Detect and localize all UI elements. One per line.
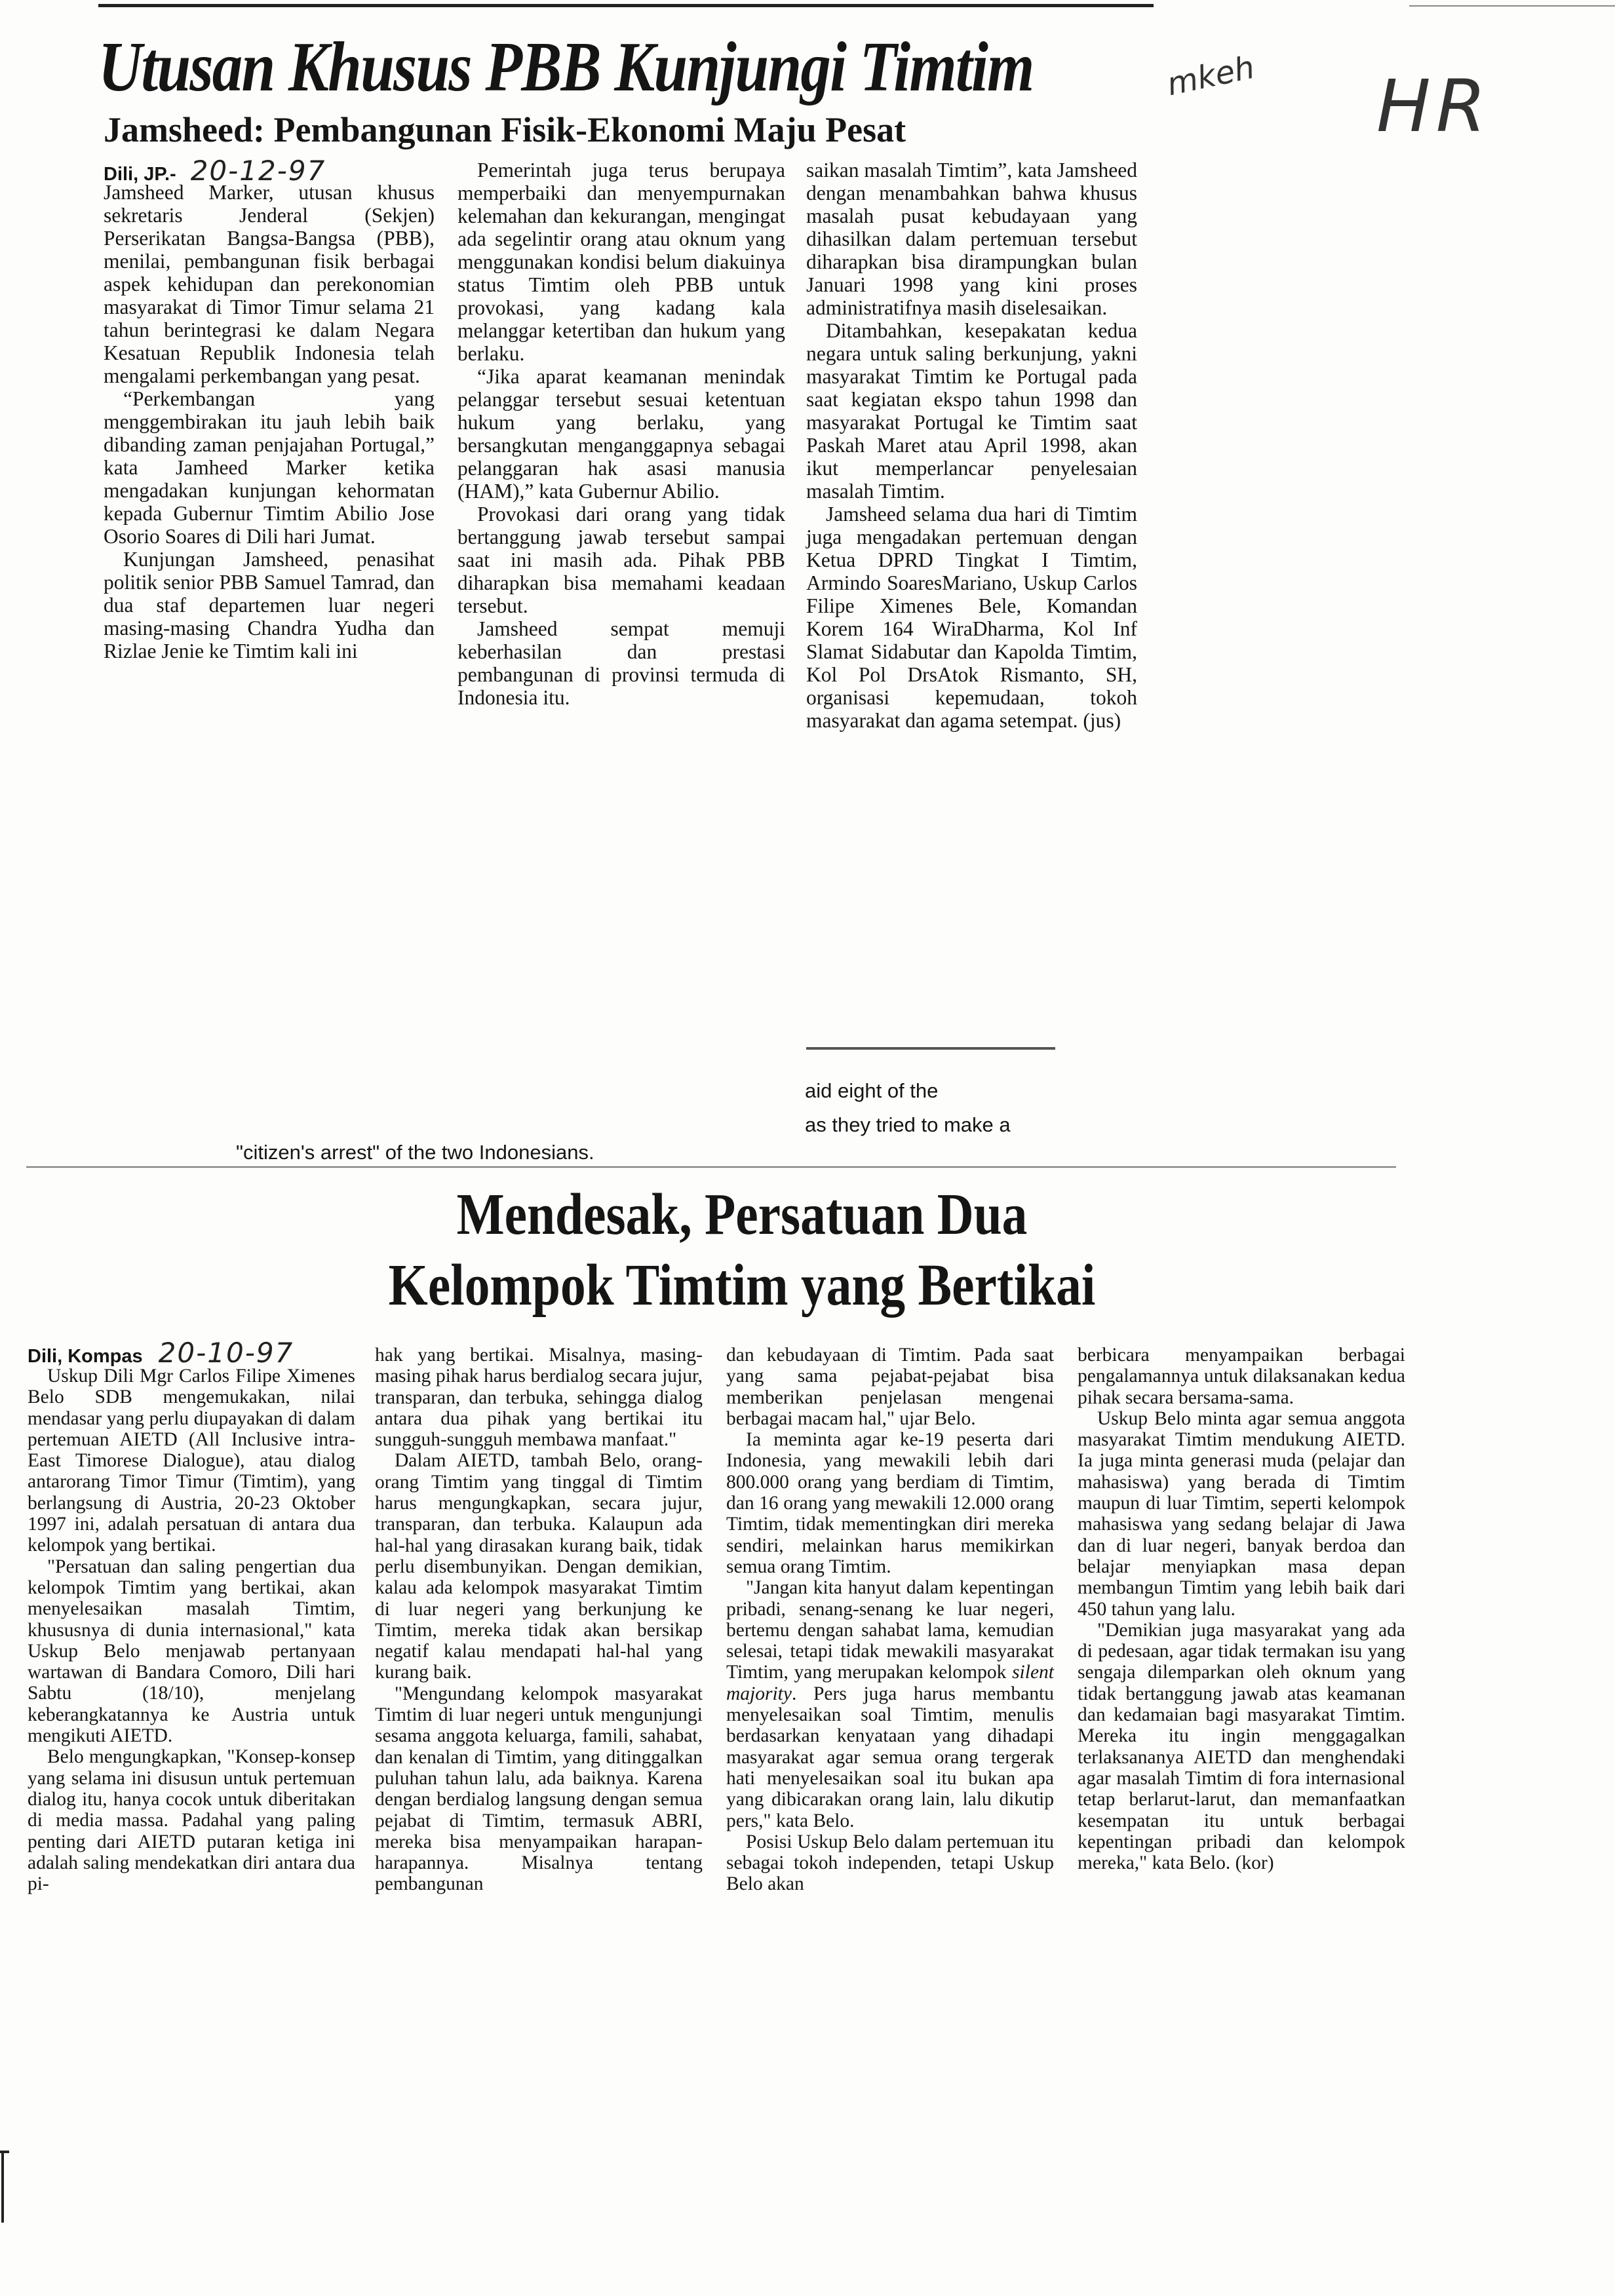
margin-scribble: mkeh [1163, 48, 1258, 104]
article2-column-4 [1078, 1345, 1405, 1873]
article2-column-1 [28, 1366, 355, 1894]
paragraph: "Mengundang kelompok masyarakat Timtim di luar negeri untuk mengunjungi sesama anggota keluarga, famili, sahabat, dan kenalan di Timtim, yang ditinggalkan puluhan tahun lalu, ada baiknya. Karena dengan berdialog langsung dengan semua pejabat di Timtim, termasuk ABRI, mereka bisa menyampaikan harapan-harapannya. Misalnya tentang pembangunan [375, 1683, 703, 1895]
paragraph: "Demikian juga masyarakat yang ada di pedesaan, agar tidak termakan isu yang sengaja dilemparkan oleh oknum yang tidak bertanggung jawab atas keamanan dan kedamaian bagi masyarakat Timtim. Mereka itu ingin menggagalkan terlaksananya AIETD dan menghendaki agar masalah Timtim di fora internasional tetap berlarut-larut, dan memanfaatkan kesempatan itu untuk berbagai kepentingan pribadi dan kelompok mereka," kata Belo. (kor) [1078, 1619, 1405, 1874]
fragment-rule [806, 1047, 1055, 1050]
paragraph: Kunjungan Jamsheed, penasihat politik senior PBB Samuel Tamrad, dan dua staf departemen luar negeri masing-masing Chandra Yudha dan Rizlae Jenie ke Timtim kali ini [104, 548, 435, 662]
paragraph: "Jangan kita hanyut dalam kepentingan pribadi, senang-senang ke luar negeri, bertemu dengan sahabat lama, kemudian selesai, tetapi tidak mewakili masyarakat Timtim, yang merupakan kelompok silent majority. Pers juga harus membantu menyelesaikan soal Timtim, menulis berdasarkan kenyataan yang dihadapi masyarakat agar semua orang tergerak hati menyelesaikan soal itu bukan apa yang dibicarakan orang lain, lalu dikutip pers," kata Belo. [726, 1577, 1054, 1831]
paragraph: Ia meminta agar ke-19 peserta dari Indonesia, yang mewakili lebih dari 800.000 orang yang berdiam di Timtim, dan 16 orang yang mewakili 12.000 orang Timtim, tidak mementingkan diri mereka sendiri, melainkan harus memikirkan semua orang Timtim. [726, 1429, 1054, 1577]
paragraph: Dalam AIETD, tambah Belo, orang-orang Timtim yang tinggal di Timtim harus mengungkapkan, secara jujur, transparan, dan terbuka. Kalaupun ada hal-hal yang dirasakan kurang baik, tidak perlu disembunyikan. Dengan demikian, kalau ada kelompok masyarakat Timtim di luar negeri yang berkunjung ke Timtim, mereka tidak akan bersikap negatif kalau mendapati hal-hal yang kurang baik. [375, 1450, 703, 1683]
paragraph: dan kebudayaan di Timtim. Pada saat yang sama pejabat-pejabat bisa memberikan penjelasan mengenai berbagai macam hal," ujar Belo. [726, 1345, 1054, 1429]
margin-note-hr: HR [1376, 64, 1492, 148]
paragraph: Jamsheed sempat memuji keberhasilan dan prestasi pembangunan di provinsi termuda di Indonesia itu. [457, 617, 785, 709]
article1 [98, 28, 1186, 149]
article1-subheadline: Jamsheed: Pembangunan Fisik-Ekonomi Maju Pesat [104, 110, 906, 149]
paragraph: Provokasi dari orang yang tidak bertanggung jawab tersebut sampai saat ini masih ada. Pihak PBB diharapkan bisa memahami keadaan tersebut. [457, 503, 785, 617]
article2-dateline: Dili, Kompas [28, 1346, 143, 1367]
paragraph: Ditambahkan, kesepakatan kedua negara untuk saling berkunjung, yakni masyarakat Timtim ke Portugal pada saat kegiatan ekspo tahun 1998 dan masyarakat Portugal ke Timtim saat Paskah Maret atau April 1998, akan ikut memperlancar penyelesaian masalah Timtim. [806, 319, 1137, 503]
article2-dateline-row [28, 1337, 368, 1369]
paragraph: Posisi Uskup Belo dalam pertemuan itu sebagai tokoh independen, tetapi Uskup Belo akan [726, 1831, 1054, 1895]
fragment-right-line-1: aid eight of the [805, 1079, 939, 1102]
paragraph: Uskup Belo minta agar semua anggota masyarakat Timtim mendukung AIETD. Ia juga minta generasi muda (pelajar dan mahasiswa) yang berada di Timtim maupun di luar Timtim, seperti kelompok mahasiswa yang sedang belajar di Jawa dan di luar negeri, banyak berdoa dan belajar menyiapkan masa depan membangun Timtim yang lebih baik dari 450 tahun yang lalu. [1078, 1407, 1405, 1620]
paragraph: Uskup Dili Mgr Carlos Filipe Ximenes Belo SDB mengemukakan, nilai mendasar yang perlu diupayakan di dalam pertemuan AIETD (All Inclusive intra-East Timorese Dialogue), atau dialog antarorang Timor Timur (Timtim), yang berlangsung di Austria, 20-23 Oktober 1997 ini, adalah persatuan di antara dua kelompok yang bertikai. [28, 1366, 355, 1556]
fragment-right-line-2: as they tried to make a [805, 1113, 1011, 1136]
paragraph: Pemerintah juga terus berupaya memperbaiki dan menyempurnakan kelemahan dan kekurangan, mengingat ada segelintir orang atau oknum yang menggunakan kondisi belum diakuinya status Timtim oleh PBB untuk provokasi, yang kadang kala melanggar ketertiban dan hukum yang berlaku. [457, 159, 785, 365]
paragraph: Belo mengungkapkan, "Konsep-konsep yang selama ini disusun untuk pertemuan dialog itu, hanya cocok untuk diberitakan di media massa. Padahal yang paling penting dari AIETD putaran ketiga ini adalah saling mendekatkan diri antara dua pi- [28, 1746, 355, 1895]
italic-phrase: silent majority [726, 1662, 1054, 1704]
paragraph: saikan masalah Timtim”, kata Jamsheed dengan menambahkan bahwa khusus masalah pusat kebudayaan yang dihasilkan dalam pertemuan tersebut diharapkan bisa dirampungkan bulan Januari 1998 yang kini proses administratifnya masih diselesaikan. [806, 159, 1137, 319]
top-border-right [1409, 5, 1615, 7]
paragraph: Jamsheed Marker, utusan khusus sekretaris Jenderal (Sekjen) Perserikatan Bangsa-Bangsa (PBB), menilai, pembangunan fisik berbagai aspek kehidupan dan perekonomian masyarakat di Timor Timur selama 21 tahun berintegrasi ke dalam Negara Kesatuan Republik Indonesia telah mengalami perkembangan yang pesat. [104, 181, 435, 387]
article2-column-3 [726, 1345, 1054, 1895]
article1-column-1 [104, 181, 435, 662]
paragraph: "Persatuan dan saling pengertian dua kelompok Timtim yang bertikai, akan menyelesaikan masalah Timtim, khususnya di dunia internasional," kata Uskup Belo menjawab pertanyaan wartawan di Bandara Comoro, Dili hari Sabtu (18/10), menjelang keberangkatannya ke Austria untuk mengikuti AIETD. [28, 1556, 355, 1747]
article1-column-2 [457, 159, 785, 709]
paragraph: “Jika aparat keamanan menindak pelanggar tersebut sesuai ketentuan hukum yang berlaku, yang bersangkutan menganggapnya sebagai pelanggaran hak asasi manusia (HAM),” kata Gubernur Abilio. [457, 365, 785, 503]
article2-headline [152, 1179, 1332, 1321]
paragraph: hak yang bertikai. Misalnya, masing-masing pihak harus berdialog secara jujur, transparan, dan terbuka, sehingga dialog antara dua pihak yang bertikai itu sungguh-sungguh membawa manfaat." [375, 1345, 703, 1451]
article1-column-3 [806, 159, 1137, 732]
paragraph: Jamsheed selama dua hari di Timtim juga mengadakan pertemuan dengan Ketua DPRD Tingkat I Timtim, Armindo SoaresMariano, Uskup Carlos Filipe Ximenes Bele, Komandan Korem 164 WiraDharma, Kol Inf Slamat Sidabutar dan Kapolda Timtim, Kol Pol DrsAtok Rismanto, SH, organisasi kepemudaan, tokoh masyarakat dan agama setempat. (jus) [806, 503, 1137, 732]
clipping-divider [26, 1166, 1396, 1168]
fragment-left-line: "citizen's arrest" of the two Indonesians. [236, 1141, 594, 1164]
article2-headline-line-1: Mendesak, Persatuan Dua [456, 1182, 1028, 1247]
article2-headline-line-2: Kelompok Timtim yang Bertikai [388, 1253, 1096, 1318]
paragraph: “Perkembangan yang menggembirakan itu jauh lebih baik dibanding zaman penjajahan Portugal,” kata Jamheed Marker ketika mengadakan kunjungan kehormatan kepada Gubernur Timtim Abilio Jose Osorio Soares di Dili hari Jumat. [104, 387, 435, 548]
article2-column-2 [375, 1345, 703, 1895]
article1-dateline: Dili, JP.- [104, 164, 176, 185]
paragraph: berbicara menyampaikan berbagai pengalamannya untuk dilaksanakan kedua pihak secara bersama-sama. [1078, 1345, 1405, 1408]
article2-handwritten-date: 20-10-97 [158, 1337, 294, 1369]
top-border [98, 4, 1154, 7]
article1-headline: Utusan Khusus PBB Kunjungi Timtim [98, 28, 1034, 106]
article1-handwritten-date: 20-12-97 [190, 155, 326, 187]
scan-edge [1, 2151, 4, 2223]
